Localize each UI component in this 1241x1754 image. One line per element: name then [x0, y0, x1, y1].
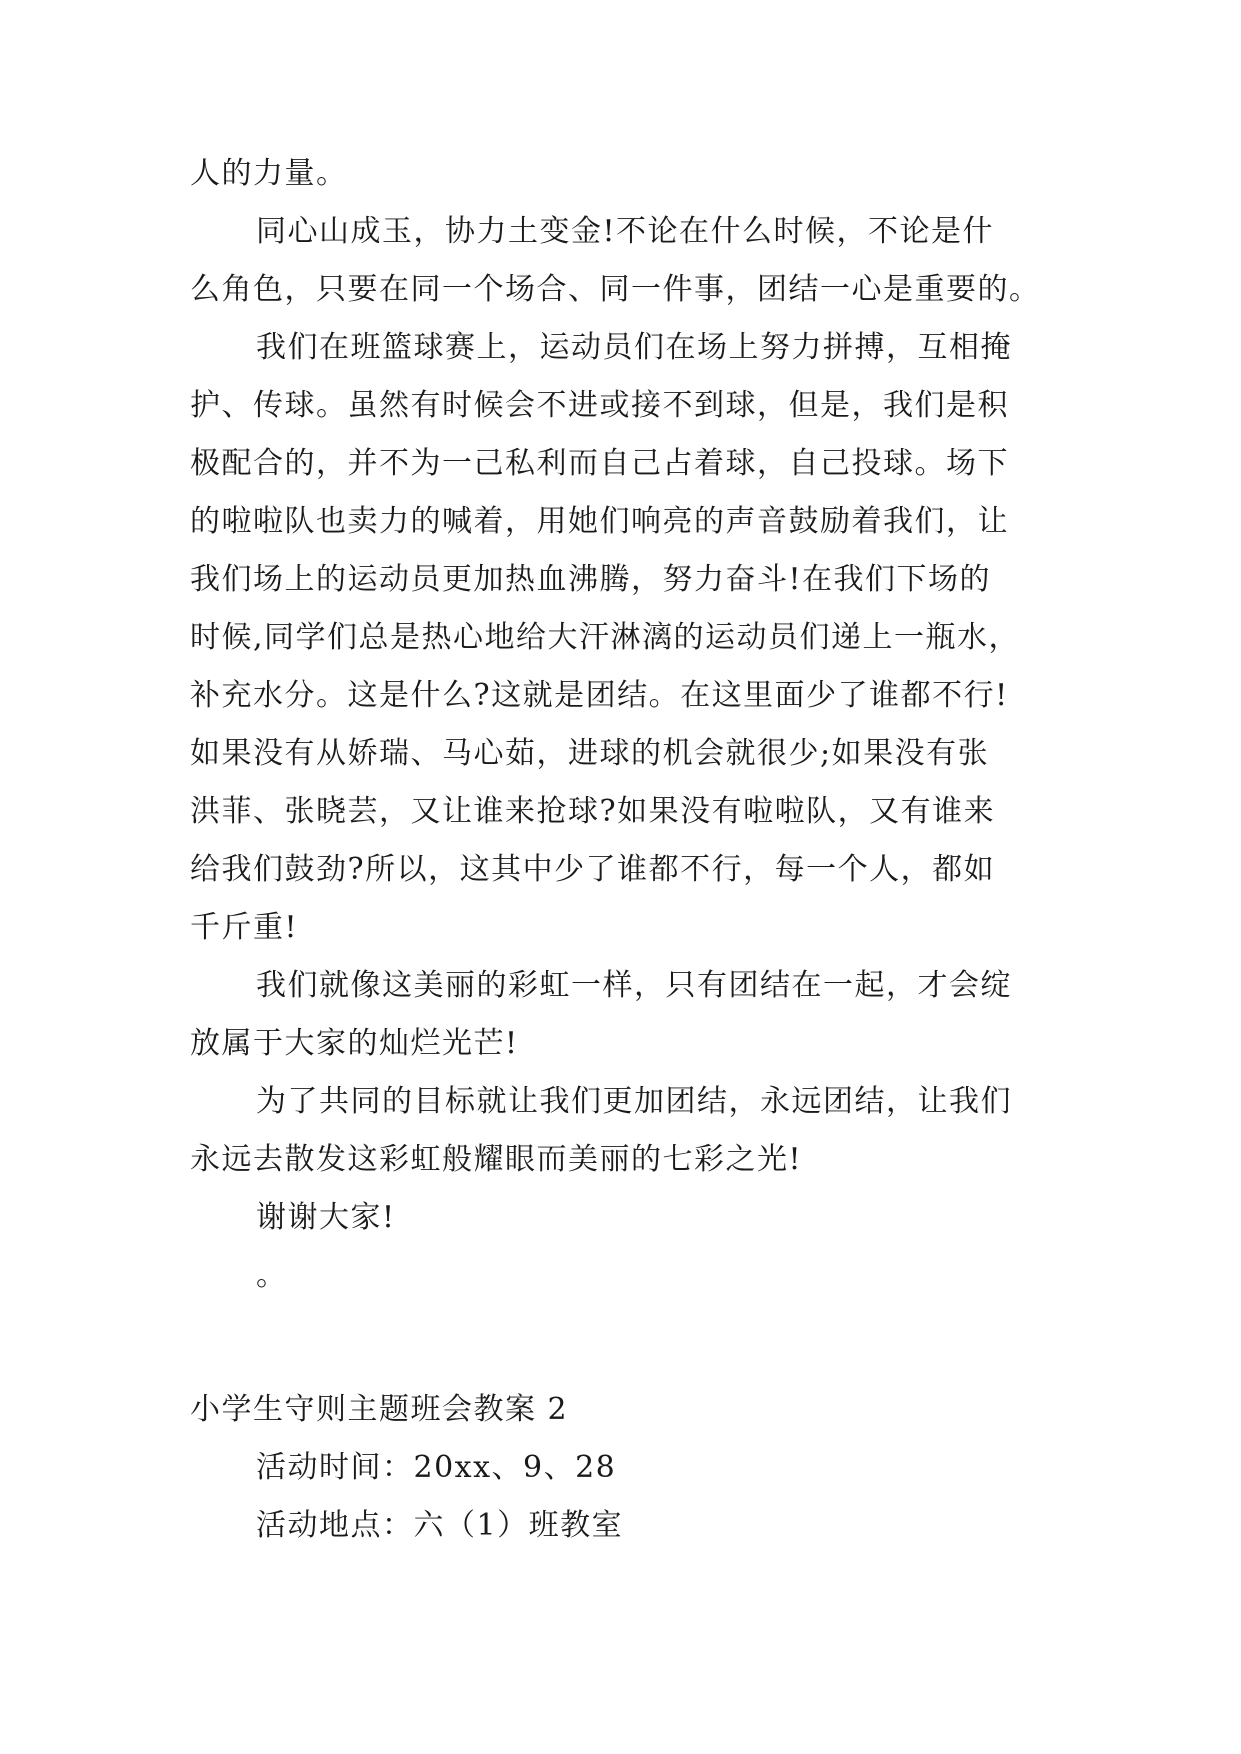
text-line: 我们场上的运动员更加热血沸腾，努力奋斗!在我们下场的: [190, 562, 992, 597]
text-line: 为了共同的目标就让我们更加团结，永远团结，让我们: [256, 1084, 1012, 1119]
text-line: 么角色，只要在同一个场合、同一件事，团结一心是重要的。: [190, 272, 1041, 307]
text-line: 洪菲、张晓芸，又让谁来抢球?如果没有啦啦队，又有谁来: [190, 794, 996, 829]
text-line: 我们就像这美丽的彩虹一样，只有团结在一起，才会绽: [256, 968, 1012, 1003]
text-line: 极配合的，并不为一己私利而自己占着球，自己投球。场下: [190, 446, 1009, 481]
text-line: 护、传球。虽然有时候会不进或接不到球，但是，我们是积: [190, 388, 1009, 423]
text-line: 放属于大家的灿烂光芒!: [190, 1026, 519, 1061]
text-line: 永远去散发这彩虹般耀眼而美丽的七彩之光!: [190, 1142, 803, 1177]
text-line: 的啦啦队也卖力的喊着，用她们响亮的声音鼓励着我们，让: [190, 504, 1009, 539]
text-line: 。: [256, 1258, 288, 1293]
activity-time: 活动时间：20xx、9、28: [256, 1450, 617, 1485]
body-text: [190, 145, 1060, 1305]
text-line: 人的力量。: [190, 156, 348, 191]
section-title: 小学生守则主题班会教案 2: [190, 1392, 569, 1427]
text-line: 谢谢大家!: [256, 1200, 396, 1235]
text-line: 补充水分。这是什么?这就是团结。在这里面少了谁都不行!: [190, 678, 1009, 713]
text-line: 我们在班篮球赛上，运动员们在场上努力拼搏，互相掩: [256, 330, 1012, 365]
text-line: 时候,同学们总是热心地给大汗淋漓的运动员们递上一瓶水，: [190, 620, 1021, 655]
text-line: 同心山成玉，协力土变金!不论在什么时候，不论是什: [256, 214, 995, 249]
text-line: 如果没有从娇瑞、马心茹，进球的机会就很少;如果没有张: [190, 736, 990, 771]
activity-place: 活动地点：六（1）班教室: [256, 1508, 624, 1543]
text-line: 千斤重!: [190, 910, 299, 945]
text-line: 给我们鼓劲?所以，这其中少了谁都不行，每一个人，都如: [190, 852, 996, 887]
